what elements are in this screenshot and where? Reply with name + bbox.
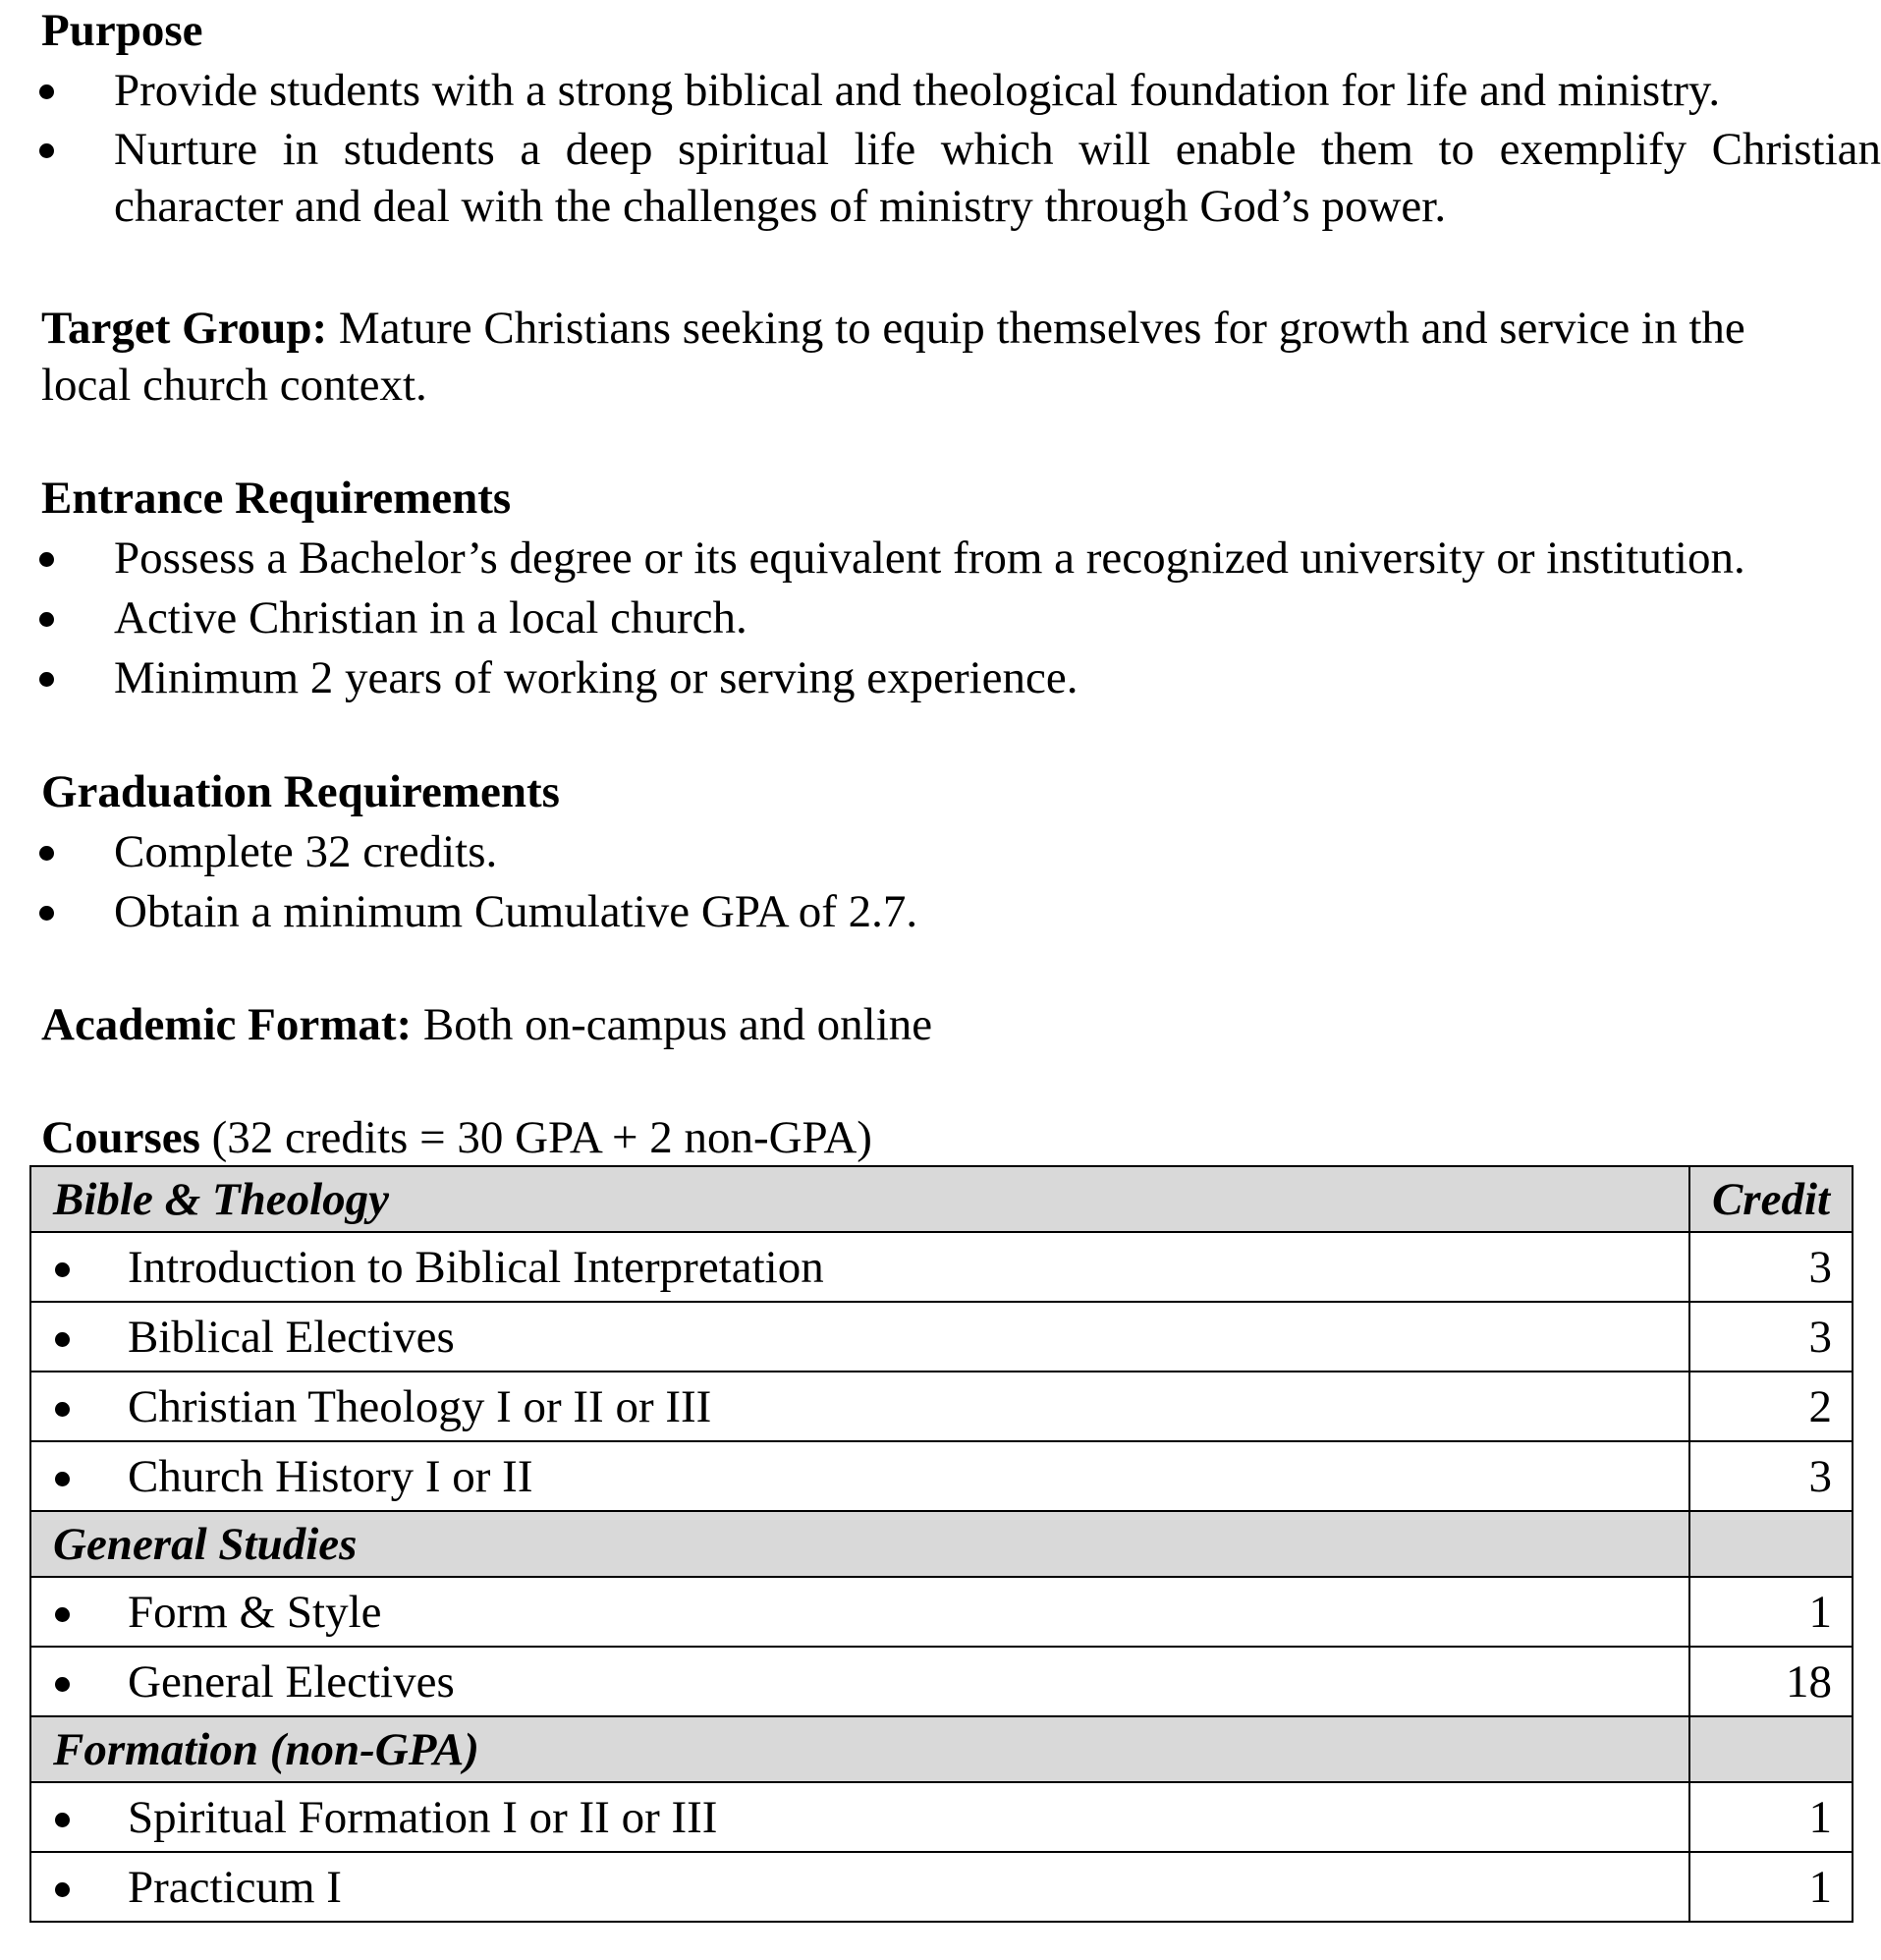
course-table bbox=[29, 1165, 1853, 1923]
courses-label: Courses bbox=[41, 1112, 200, 1163]
course-name: Church History I or II bbox=[128, 1450, 533, 1502]
entrance-bullet-text: Minimum 2 years of working or serving experience. bbox=[114, 652, 1079, 703]
credit-header: Credit bbox=[1689, 1166, 1853, 1232]
course-name: Practicum I bbox=[128, 1861, 342, 1913]
table-row bbox=[30, 1372, 1853, 1441]
table-row bbox=[30, 1782, 1853, 1852]
bullet-icon bbox=[39, 906, 54, 921]
table-row bbox=[30, 1577, 1853, 1647]
course-name-cell bbox=[30, 1232, 1689, 1302]
course-credit: 3 bbox=[1689, 1232, 1853, 1302]
bullet-icon bbox=[39, 143, 54, 158]
courses-heading bbox=[41, 1110, 872, 1165]
section-title: Bible & Theology bbox=[53, 1173, 390, 1225]
section-credit-cell bbox=[1689, 1716, 1853, 1782]
section-row bbox=[30, 1716, 1853, 1782]
purpose-bullet-text: Nurture in students a deep spiritual life which will enable them to exemplify Christian bbox=[114, 124, 1881, 175]
graduation-heading: Graduation Requirements bbox=[41, 766, 560, 817]
academic-format-line bbox=[41, 997, 932, 1052]
course-name: General Electives bbox=[128, 1655, 455, 1708]
table-row bbox=[30, 1302, 1853, 1372]
course-name-cell bbox=[30, 1441, 1689, 1511]
course-name-cell bbox=[30, 1302, 1689, 1372]
section-row bbox=[30, 1166, 1853, 1232]
bullet-icon bbox=[55, 1813, 70, 1827]
course-credit: 1 bbox=[1689, 1852, 1853, 1922]
section-title-cell bbox=[30, 1716, 1689, 1782]
graduation-bullet-text: Obtain a minimum Cumulative GPA of 2.7. bbox=[114, 886, 918, 937]
course-name-cell bbox=[30, 1852, 1689, 1922]
bullet-icon bbox=[55, 1262, 70, 1277]
bullet-icon bbox=[55, 1607, 70, 1622]
target-group-line bbox=[41, 301, 1745, 356]
course-credit: 3 bbox=[1689, 1441, 1853, 1511]
section-title-cell bbox=[30, 1166, 1689, 1232]
academic-format-text: Both on-campus and online bbox=[412, 999, 933, 1050]
course-credit: 1 bbox=[1689, 1782, 1853, 1852]
section-title-cell bbox=[30, 1511, 1689, 1577]
section-row bbox=[30, 1511, 1853, 1577]
bullet-icon bbox=[39, 672, 54, 687]
course-name: Form & Style bbox=[128, 1586, 382, 1638]
course-credit: 18 bbox=[1689, 1647, 1853, 1716]
course-name-cell bbox=[30, 1577, 1689, 1647]
course-credit: 3 bbox=[1689, 1302, 1853, 1372]
table-row bbox=[30, 1232, 1853, 1302]
bullet-icon bbox=[39, 552, 54, 567]
course-credit: 1 bbox=[1689, 1577, 1853, 1647]
purpose-bullet-text: Provide students with a strong biblical and theological foundation for life and ministry. bbox=[114, 65, 1721, 116]
section-title: General Studies bbox=[53, 1518, 358, 1570]
entrance-bullet-text: Active Christian in a local church. bbox=[114, 592, 747, 644]
bullet-icon bbox=[39, 612, 54, 627]
entrance-heading: Entrance Requirements bbox=[41, 473, 512, 524]
course-name-cell bbox=[30, 1647, 1689, 1716]
section-title: Formation (non-GPA) bbox=[53, 1723, 479, 1775]
course-credit: 2 bbox=[1689, 1372, 1853, 1441]
table-row bbox=[30, 1852, 1853, 1922]
course-name: Christian Theology I or II or III bbox=[128, 1380, 712, 1432]
course-name: Spiritual Formation I or II or III bbox=[128, 1791, 718, 1843]
table-row bbox=[30, 1647, 1853, 1716]
bullet-icon bbox=[39, 84, 54, 99]
bullet-icon bbox=[55, 1677, 70, 1692]
bullet-icon bbox=[39, 846, 54, 861]
courses-note: (32 credits = 30 GPA + 2 non-GPA) bbox=[199, 1112, 872, 1163]
bullet-icon bbox=[55, 1402, 70, 1417]
purpose-bullet-text-continued: character and deal with the challenges of ministry through God’s power. bbox=[114, 181, 1447, 232]
section-credit-cell bbox=[1689, 1511, 1853, 1577]
bullet-icon bbox=[55, 1472, 70, 1486]
course-name: Biblical Electives bbox=[128, 1311, 455, 1363]
graduation-bullet-text: Complete 32 credits. bbox=[114, 826, 498, 877]
bullet-icon bbox=[55, 1332, 70, 1347]
purpose-heading: Purpose bbox=[41, 5, 203, 56]
target-group-text: Mature Christians seeking to equip themselves for growth and service in the bbox=[327, 303, 1745, 354]
course-name: Introduction to Biblical Interpretation bbox=[128, 1241, 824, 1293]
target-group-label: Target Group: bbox=[41, 303, 328, 354]
course-name-cell bbox=[30, 1372, 1689, 1441]
academic-format-label: Academic Format: bbox=[41, 999, 413, 1050]
course-name-cell bbox=[30, 1782, 1689, 1852]
target-group-line-2: local church context. bbox=[41, 360, 427, 411]
bullet-icon bbox=[55, 1882, 70, 1897]
entrance-bullet-text: Possess a Bachelor’s degree or its equivalent from a recognized university or institution. bbox=[114, 532, 1745, 584]
table-row bbox=[30, 1441, 1853, 1511]
